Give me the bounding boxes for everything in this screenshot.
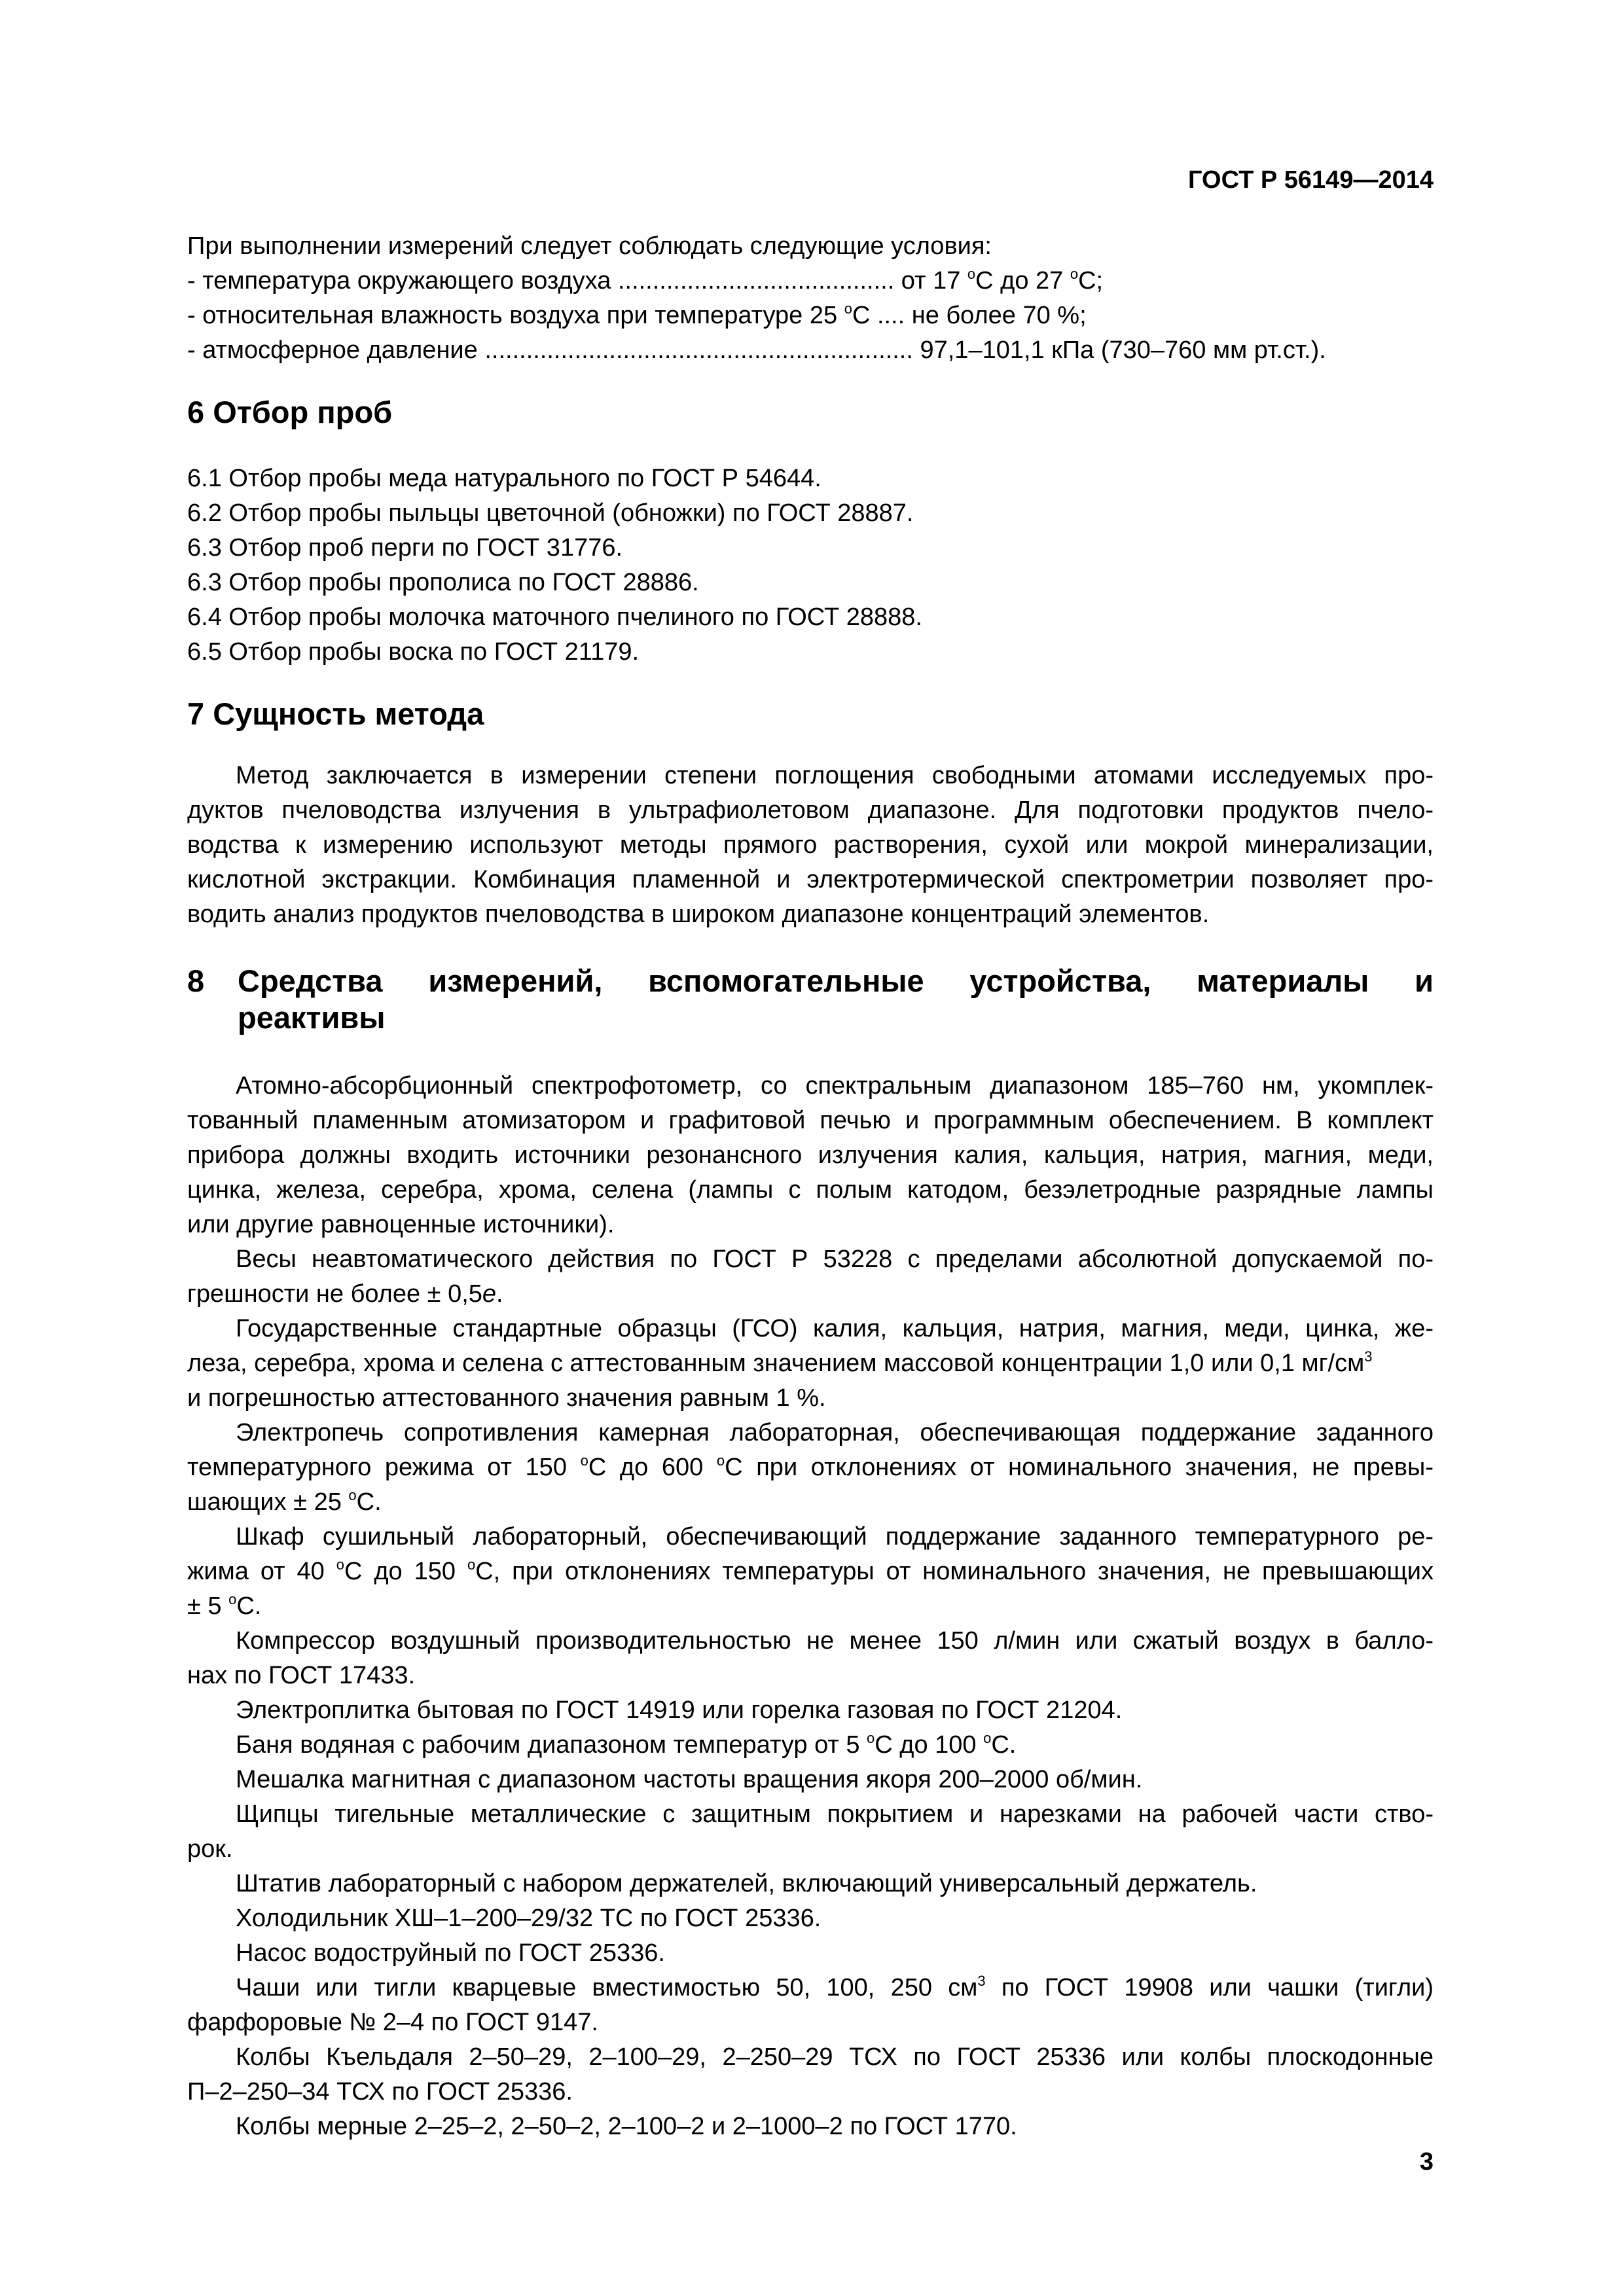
text-run: С;: [1078, 267, 1104, 295]
text-run: С до 150: [344, 1558, 467, 1585]
paragraph-furnace: [187, 1416, 1434, 1520]
text-line: Колбы Къельдаля 2–50–29, 2–100–29, 2–250–29 ТСХ по ГОСТ 25336 или колбы плоскодонные: [236, 2043, 1434, 2071]
list-item: 6.5 Отбор пробы воска по ГОСТ 21179.: [187, 638, 640, 666]
paragraph-tongs: [187, 1797, 1434, 1867]
text-run: С.: [991, 1731, 1017, 1759]
paragraph-kjeldahl-flasks: [187, 2040, 1434, 2109]
text-run: Чаши или тигли кварцевые вместимостью 50, 100, 250 см: [236, 1974, 978, 2001]
measurement-conditions: [187, 229, 1434, 368]
paragraph-drying-cabinet: [187, 1520, 1434, 1624]
list-item: 6.1 Отбор пробы меда натурального по ГОСТ Р 54644.: [187, 465, 821, 492]
text-run: леза, серебра, хрома и селена с аттестованным значением массовой концентрации 1,0 или 0,1 мг/см: [187, 1350, 1365, 1377]
section-7-paragraph: [187, 759, 1434, 932]
text-line: нах по ГОСТ 17433.: [187, 1662, 416, 1689]
section-8-number: 8: [187, 963, 205, 998]
text-run: температурного режима от 150: [187, 1454, 581, 1481]
degree-sup: о: [716, 1452, 725, 1469]
page-content: [187, 229, 1434, 2144]
text-run: С.: [356, 1488, 382, 1516]
text-line: Электропечь сопротивления камерная лабораторная, обеспечивающая поддержание заданного: [236, 1419, 1434, 1446]
text-run: С, при отклонениях температуры от номинального значения, не превышающих: [475, 1558, 1434, 1585]
text-line: тованный пламенным атомизатором и графитовой печью и программным обеспечением. В комплект: [187, 1107, 1434, 1134]
text-run: по ГОСТ 19908 или чашки (тигли): [985, 1974, 1434, 2001]
section-8-body: [187, 1069, 1434, 2144]
text-run: .: [496, 1280, 503, 1308]
text-line: [187, 1346, 1434, 1381]
text-line: цинка, железа, серебра, хрома, селена (лампы с полым катодом, безэлетродные разрядные лампы: [187, 1176, 1434, 1204]
text-run: ± 5: [187, 1592, 229, 1620]
text-line: кислотной экстракции. Комбинация пламенной и электротермической спектрометрии позволяет про-: [187, 866, 1434, 893]
paragraph-compressor: [187, 1624, 1434, 1693]
text-line: [187, 1277, 1434, 1312]
text-run: С.: [236, 1592, 262, 1620]
paragraph-reference-samples: [187, 1312, 1434, 1416]
text-run: шающих ± 25: [187, 1488, 349, 1516]
degree-sup: о: [336, 1556, 344, 1573]
title-line: Средства измерений, вспомогательные устройства, материалы и: [238, 963, 1434, 998]
text-line: водить анализ продуктов пчеловодства в широком диапазоне концентраций элементов.: [187, 901, 1210, 928]
degree-sup: о: [967, 266, 976, 282]
paragraph-stirrer: Мешалка магнитная с диапазоном частоты вращения якоря 200–2000 об/мин.: [236, 1766, 1143, 1793]
degree-sup: о: [867, 1730, 875, 1746]
degree-sup: о: [228, 1591, 237, 1607]
text-line: [187, 1589, 1434, 1624]
cubic-sup: 3: [1364, 1348, 1373, 1365]
text-line: водства к измерению используют методы прямого растворения, сухой или мокрой минерализации,: [187, 831, 1434, 859]
text-line: Атомно-абсорбционный спектрофотометр, со спектральным диапазоном 185–760 нм, укомплек-: [236, 1072, 1434, 1100]
section-6-list: [187, 461, 1434, 670]
degree-sup: о: [844, 300, 852, 317]
text-line: рок.: [187, 1835, 233, 1863]
text-line: [187, 1485, 1434, 1520]
text-line: или другие равноценные источники).: [187, 1211, 615, 1238]
section-8-heading: [187, 963, 1434, 1036]
conditions-intro: При выполнении измерений следует соблюдать следующие условия:: [187, 232, 992, 260]
page-number: 3: [1419, 2148, 1434, 2176]
text-run: С до 100: [875, 1731, 984, 1759]
condition-temperature: [187, 264, 1434, 298]
degree-sup: о: [1070, 266, 1079, 282]
paragraph-pump: Насос водоструйный по ГОСТ 25336.: [236, 1939, 665, 1967]
text-line: фарфоровые № 2–4 по ГОСТ 9147.: [187, 2009, 598, 2036]
section-6-heading: 6 Отбор проб: [187, 395, 393, 429]
text-line: П–2–250–34 ТСХ по ГОСТ 25336.: [187, 2078, 573, 2106]
text-line: Государственные стандартные образцы (ГСО) калия, кальция, натрия, магния, меди, цинка, же-: [236, 1315, 1434, 1342]
text-line: Компрессор воздушный производительностью не менее 150 л/мин или сжатый воздух в балло-: [236, 1627, 1434, 1655]
paragraph-spectrophotometer: [187, 1069, 1434, 1242]
list-item: 6.3 Отбор проб перги по ГОСТ 31776.: [187, 534, 623, 562]
text-line: Метод заключается в измерении степени поглощения свободными атомами исследуемых про-: [236, 762, 1434, 789]
italic-e: е: [482, 1280, 497, 1308]
text-run: С до 27: [975, 267, 1070, 295]
text-run: С до 600: [588, 1454, 717, 1481]
list-item: 6.2 Отбор пробы пыльцы цветочной (обножки) по ГОСТ 28887.: [187, 499, 914, 527]
degree-sup: о: [580, 1452, 588, 1469]
section-7-heading: 7 Сущность метода: [187, 696, 484, 731]
condition-humidity: [187, 298, 1434, 333]
text-line: [187, 1450, 1434, 1485]
text-line: [187, 1971, 1434, 2005]
text-line: Весы неавтоматического действия по ГОСТ Р 53228 с пределами абсолютной допускаемой по-: [236, 1246, 1434, 1273]
text-line: Щипцы тигельные металлические с защитным покрытием и нарезками на рабочей части ство-: [236, 1801, 1434, 1828]
paragraph-stand: Штатив лабораторный с набором держателей, включающий универсальный держатель.: [236, 1870, 1257, 1897]
text-line: прибора должны входить источники резонансного излучения калия, кальция, натрия, магния, меди,: [187, 1141, 1434, 1169]
text-line: и погрешностью аттестованного значения равным 1 %.: [187, 1384, 826, 1412]
text-run: С при отклонениях от номинального значения, не превы-: [725, 1454, 1434, 1481]
paragraph-scales: [187, 1242, 1434, 1312]
paragraph-condenser: Холодильник ХШ–1–200–29/32 ТС по ГОСТ 25336.: [236, 1905, 821, 1932]
list-item: 6.3 Отбор пробы прополиса по ГОСТ 28886.: [187, 569, 699, 596]
text-run: - температура окружающего воздуха ........................................ от 17: [187, 267, 967, 295]
text-run: жима от 40: [187, 1558, 336, 1585]
standard-header: ГОСТ Р 56149—2014: [1188, 166, 1434, 194]
text-run: - относительная влажность воздуха при температуре 25: [187, 302, 844, 329]
degree-sup: о: [467, 1556, 476, 1573]
degree-sup: о: [348, 1487, 357, 1503]
text-run: грешности не более ± 0,5: [187, 1280, 482, 1308]
text-line: Шкаф сушильный лабораторный, обеспечивающий поддержание заданного температурного ре-: [236, 1523, 1434, 1551]
section-8-title: [238, 963, 1434, 1036]
paragraph-crucibles: [187, 1971, 1434, 2040]
condition-pressure: - атмосферное давление .............................................................. 97,1–101,1 кПа (730–760 мм рт.ст.).: [187, 336, 1326, 364]
paragraph-water-bath: [187, 1728, 1434, 1763]
text-line: [187, 1554, 1434, 1589]
list-item: 6.4 Отбор пробы молочка маточного пчелиного по ГОСТ 28888.: [187, 603, 922, 631]
paragraph-hotplate: Электроплитка бытовая по ГОСТ 14919 или горелка газовая по ГОСТ 21204.: [236, 1696, 1123, 1724]
text-run: Баня водяная с рабочим диапазоном температур от 5: [236, 1731, 867, 1759]
cubic-sup: 3: [977, 1973, 986, 1989]
paragraph-volumetric-flasks: Колбы мерные 2–25–2, 2–50–2, 2–100–2 и 2–1000–2 по ГОСТ 1770.: [236, 2113, 1017, 2140]
title-line: реактивы: [238, 1000, 386, 1035]
text-line: дуктов пчеловодства излучения в ультрафиолетовом диапазоне. Для подготовки продуктов пчело-: [187, 797, 1434, 824]
text-run: С .... не более 70 %;: [852, 302, 1087, 329]
degree-sup: о: [983, 1730, 992, 1746]
